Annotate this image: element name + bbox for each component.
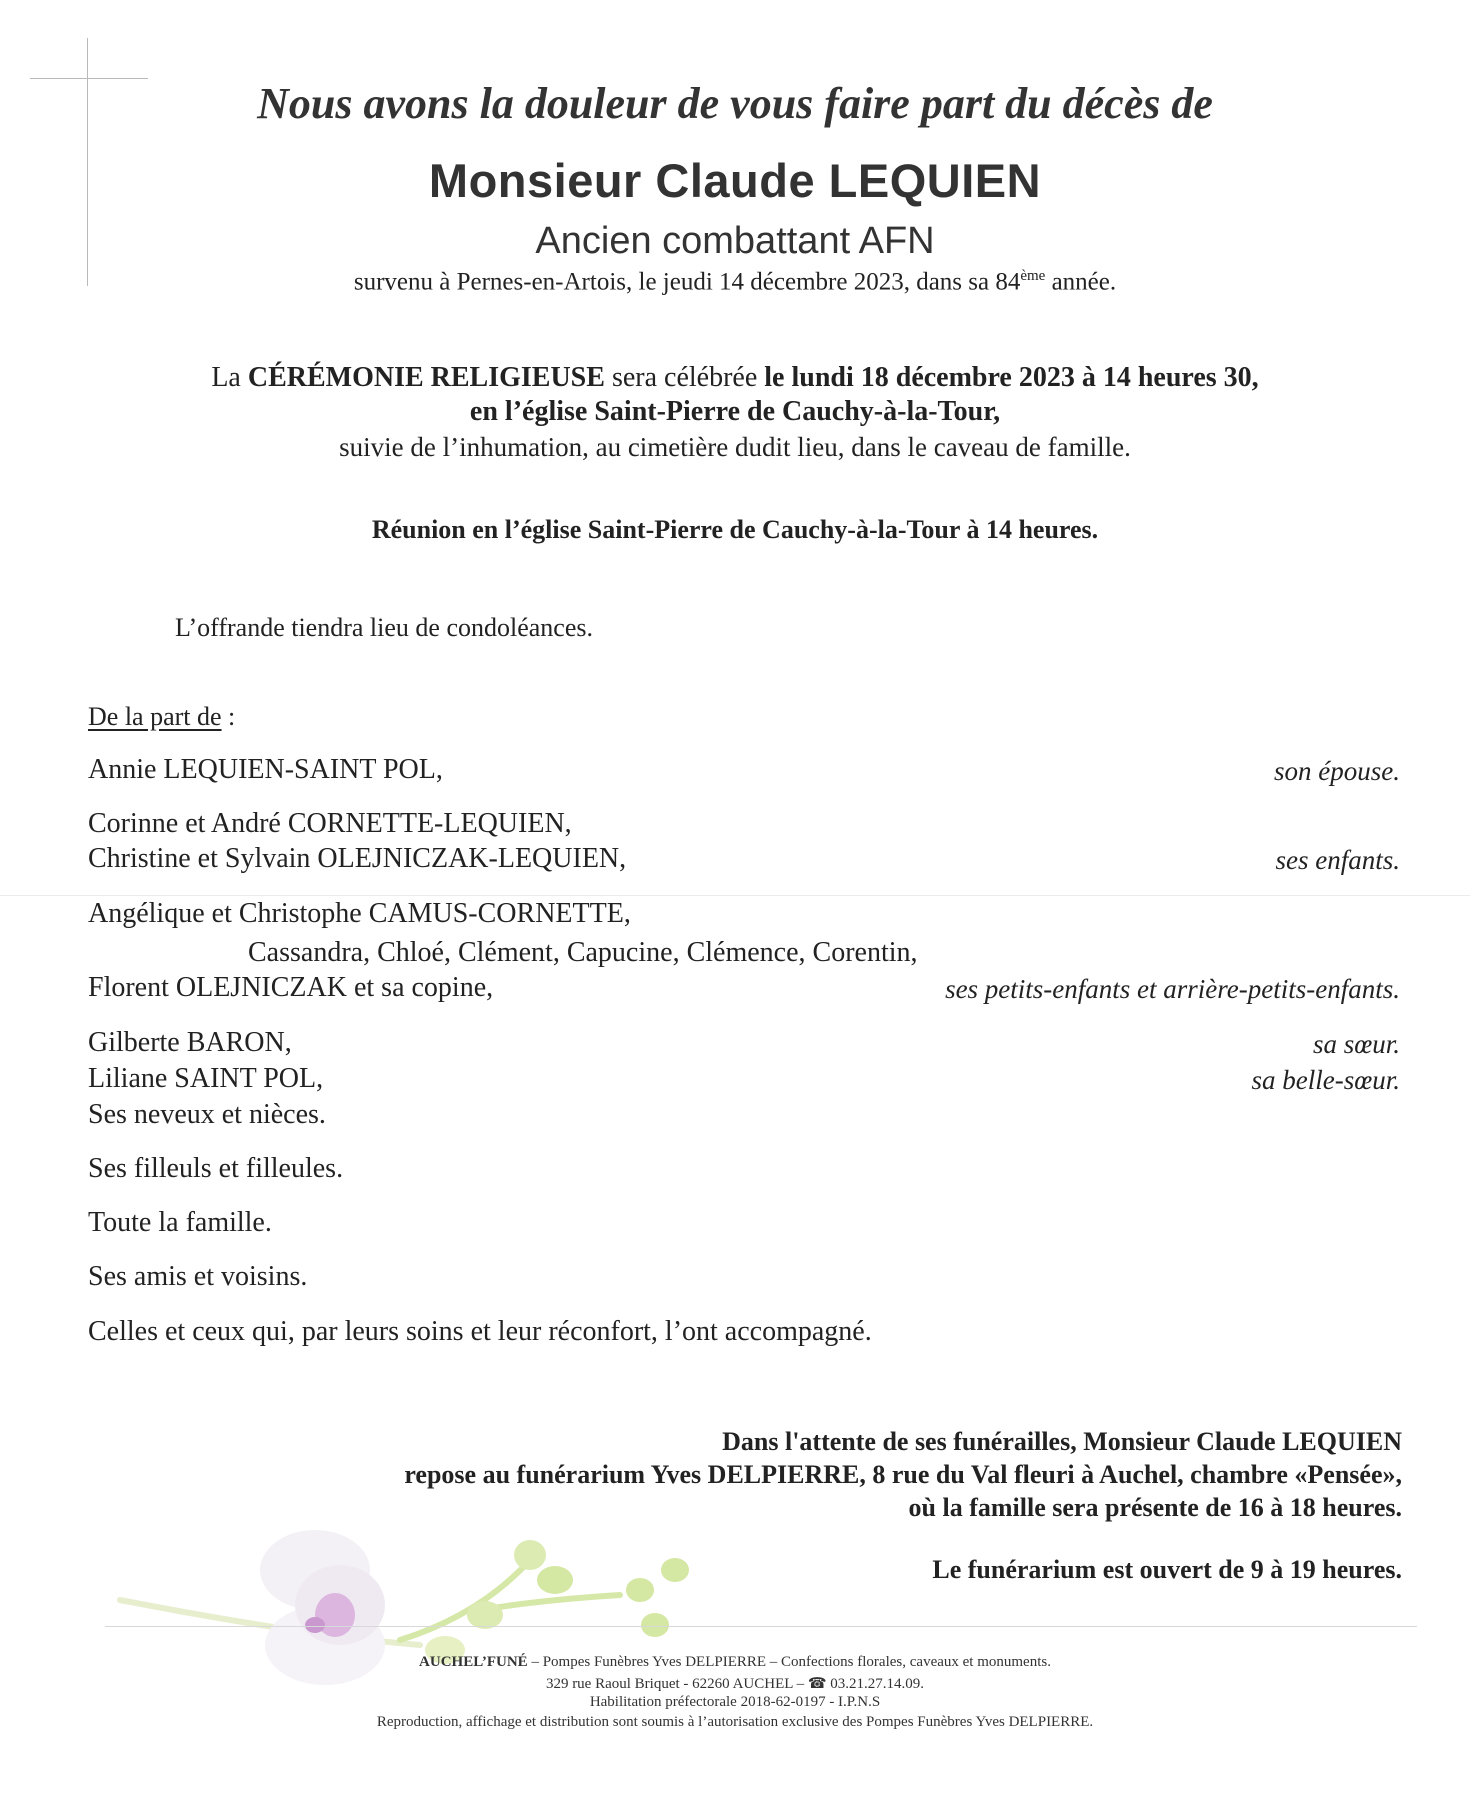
godchildren-line: Ses filleuls et filleules. [88,1153,344,1184]
burial-line: suivie de l’inhumation, au cimetière dudit lieu, dans le caveau de famille. [339,432,1131,462]
wake-line-2: repose au funérarium Yves DELPIERRE, 8 rue du Val fleuri à Auchel, chambre «Pensée», [404,1460,1402,1489]
wake-line-3: où la famille sera présente de 16 à 18 heures. [908,1493,1402,1522]
grandchildren-relation: ses petits-enfants et arrière-petits-enfants. [945,974,1400,1004]
meeting-line: Réunion en l’église Saint-Pierre de Cauchy-à-la-Tour à 14 heures. [371,515,1099,544]
death-line-sup: ème [1020,268,1046,284]
offering-line: L’offrande tiendra lieu de condoléances. [175,613,593,642]
child-name: Christine et Sylvain OLEJNICZAK-LEQUIEN, [88,843,627,874]
footer-line-3: Habilitation préfectorale 2018-62-0197 - I.P.N.S [589,1694,881,1710]
from-label-text: De la part de [88,702,222,731]
carers-line: Celles et ceux qui, par leurs soins et leur réconfort, l’ont accompagné. [88,1316,872,1347]
footer-address: 329 rue Raoul Briquet - 62260 AUCHEL – [545,1676,808,1692]
fold-line [0,895,1470,896]
ceremony-text: La [211,362,248,393]
from-label [88,702,235,732]
footer-brand: AUCHEL’FUNÉ [419,1654,528,1670]
death-line-text: survenu à Pernes-en-Artois, le jeudi 14 décembre 2023, dans sa 84 [353,268,1021,296]
deceased-name: Monsieur Claude LEQUIEN [428,154,1042,207]
ceremony-place: en l’église Saint-Pierre de Cauchy-à-la-Tour, [469,396,1001,427]
deceased-title: Ancien combattant AFN [535,220,935,262]
footer-phone: 03.21.27.14.09. [826,1676,925,1692]
footer-text: – Pompes Funèbres Yves DELPIERRE – Confections florales, caveaux et monuments. [527,1654,1051,1670]
sister-relation: sa sœur. [1312,1029,1400,1059]
ceremony-text: sera célébrée [604,362,765,393]
ceremony-type: CÉRÉMONIE RELIGIEUSE [247,362,605,393]
intro-text: Nous avons la douleur de vous faire part du décès de [257,79,1213,128]
nephews-line: Ses neveux et nièces. [88,1099,326,1130]
death-line-end: année. [1045,268,1117,296]
from-colon: : [221,702,236,731]
sister-in-law-relation: sa belle-sœur. [1251,1065,1400,1095]
divider [105,1626,1417,1627]
sister-in-law-name: Liliane SAINT POL, [88,1063,324,1094]
children-relation: ses enfants. [1275,845,1400,875]
family-line: Toute la famille. [88,1207,272,1238]
wake-line-1: Dans l'attente de ses funérailles, Monsieur Claude LEQUIEN [722,1427,1402,1456]
death-line [0,268,1470,296]
ceremony-date: le lundi 18 décembre 2023 à 14 heures 30, [764,362,1259,393]
footer-line-2 [0,1674,1470,1693]
spouse-name: Annie LEQUIEN-SAINT POL, [88,754,443,785]
spouse-relation: son épouse. [1274,756,1400,786]
grandchildren-names: Cassandra, Chloé, Clément, Capucine, Clémence, Corentin, [248,937,918,968]
ceremony-line-1 [0,362,1470,394]
grandchild-name: Florent OLEJNICZAK et sa copine, [88,972,494,1003]
footer-line-4: Reproduction, affichage et distribution sont soumis à l’autorisation exclusive des Pompes Funèbres Yves DELPIERRE. [376,1714,1094,1730]
grandchild-name: Angélique et Christophe CAMUS-CORNETTE, [88,898,631,929]
funerarium-hours: Le funérarium est ouvert de 9 à 19 heures. [932,1555,1402,1584]
orchid-decoration [100,1520,720,1700]
friends-line: Ses amis et voisins. [88,1261,308,1292]
child-name: Corinne et André CORNETTE-LEQUIEN, [88,808,572,839]
footer-line-1 [0,1654,1470,1671]
phone-icon: ☎ [807,1676,827,1692]
sister-name: Gilberte BARON, [88,1027,292,1058]
